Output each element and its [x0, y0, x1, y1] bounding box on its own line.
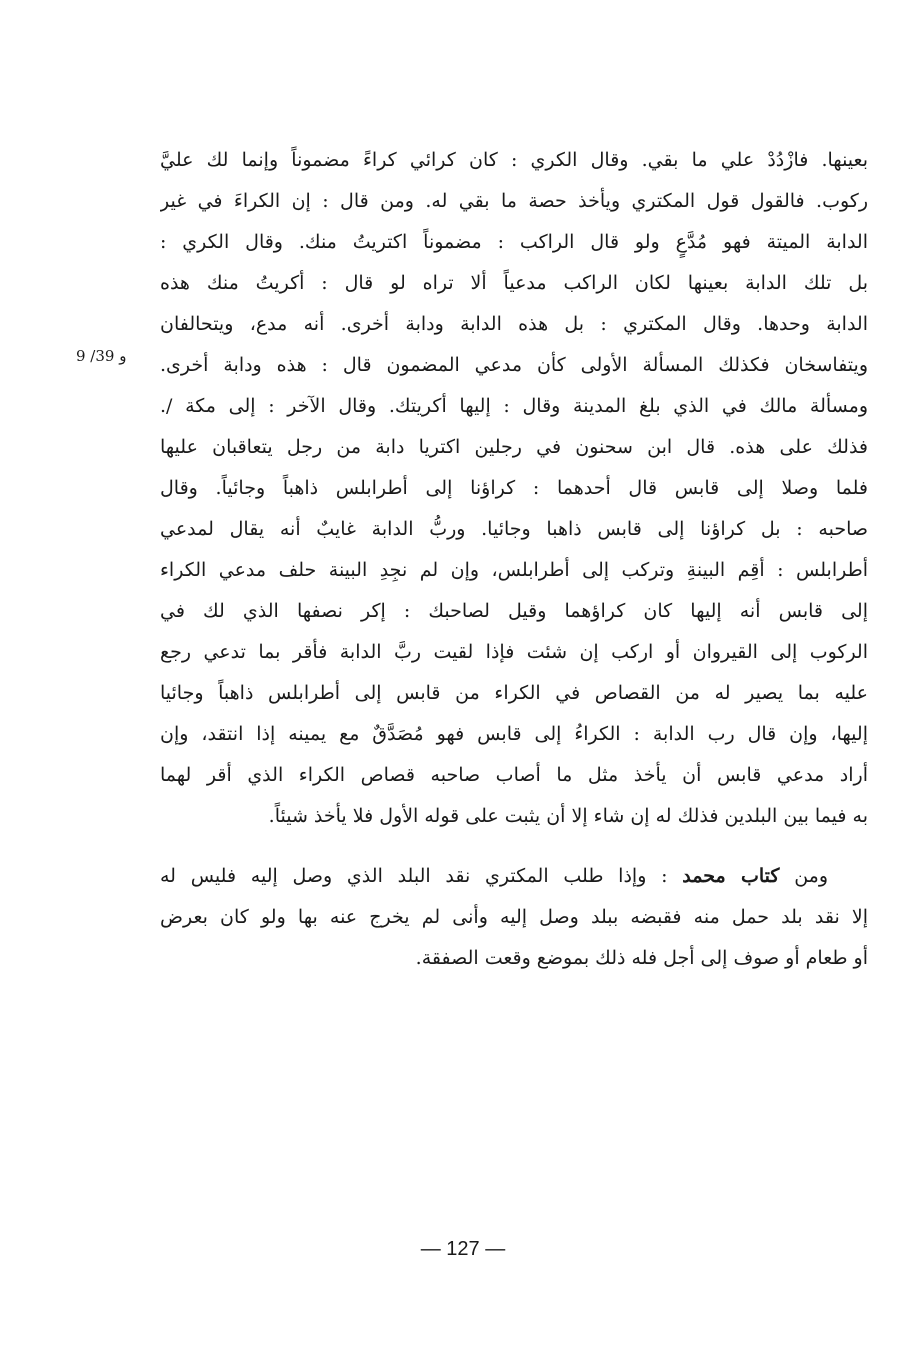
- text-line: به فيما بين البلدين فذلك له إن شاء إلا أن يثبت على قوله الأول فلا يأخذ شيئاً.: [268, 805, 868, 827]
- text-line: بعينها. فازْدُدْ علي ما بقي. وقال الكري : كان كرائي كراءً مضموناً وإنما لك عليَّ: [160, 149, 868, 171]
- text-line: أو طعام أو صوف إلى أجل فله ذلك بموضع وقعت الصفقة.: [415, 947, 868, 969]
- text-line: ويتفاسخان فكذلك المسألة الأولى كأن مدعي المضمون قال : هذه ودابة أخرى.: [160, 354, 868, 376]
- text-line: الدابة الميتة فهو مُدَّعٍ ولو قال الراكب : مضموناً اكتريتُ منك. وقال الكري :: [160, 231, 868, 253]
- book-title: كتاب محمد: [682, 865, 780, 887]
- text-line: عليه بما يصير له من القصاص في الكراء من قابس إلى أطرابلس ذاهباً وجائيا: [160, 682, 868, 704]
- text-line: الركوب إلى القيروان أو اركب إن شئت فإذا لقيت ربَّ الدابة فأقر بما تدعي رجع: [160, 641, 868, 663]
- text-line: ومسألة مالك في الذي بلغ المدينة وقال : إليها أكريتك. وقال الآخر : إلى مكة /.: [160, 395, 868, 417]
- paragraph-first-line: [160, 853, 828, 899]
- text-line: إليها، وإن قال رب الدابة : الكراءُ إلى قابس فهو مُصَدَّقٌ مع يمينه إذا انتقد، وإن: [160, 723, 868, 745]
- text-line: إلى قابس أنه إليها كان كراؤهما وقيل لصاحبك : إكر نصفها الذي لك في: [160, 600, 868, 622]
- text-line: صاحبه : بل كراؤنا إلى قابس ذاهبا وجائيا. وربُّ الدابة غايبٌ أنه يقال لمدعي: [160, 518, 868, 540]
- text-line: بل تلك الدابة بعينها لكان الراكب مدعياً ألا تراه لو قال : أكريتُ منك هذه: [160, 272, 868, 294]
- text-line: الدابة وحدها. وقال المكتري : بل هذه الدابة ودابة أخرى. أنه مدع، ويتحالفان: [160, 313, 868, 335]
- page-number: — 127 —: [420, 1238, 506, 1260]
- text-line: ركوب. فالقول قول المكتري ويأخذ حصة ما بقي له. ومن قال : إن الكراءَ في غير: [160, 190, 868, 212]
- text-line: فلما وصلا إلى قابس قال أحدهما : كراؤنا إلى أطرابلس ذاهباً وجائياً. وقال: [160, 477, 868, 499]
- line-rest: : وإذا طلب المكتري نقد البلد الذي وصل إليه فليس له: [160, 865, 668, 887]
- margin-folio-note: 9 /39 و: [76, 347, 127, 365]
- intro-word: ومن: [794, 865, 828, 887]
- text-line: أراد مدعي قابس أن يأخذ مثل ما أصاب صاحبه قصاص الكراء الذي أقر لهما: [160, 764, 868, 786]
- text-line: إلا نقد بلد حمل منه فقبضه ببلد وصل إليه وأنى لم يخرج عنه بها ولو كان بعرض: [160, 906, 868, 928]
- text-line: أطرابلس : أقِم البينةِ وتركب إلى أطرابلس، وإن لم نجِدِ البينة حلف مدعي الكراء: [160, 559, 868, 581]
- text-line: فذلك على هذه. قال ابن سحنون في رجلين اكتريا دابة من رجل يتعاقبان عليها: [160, 436, 868, 458]
